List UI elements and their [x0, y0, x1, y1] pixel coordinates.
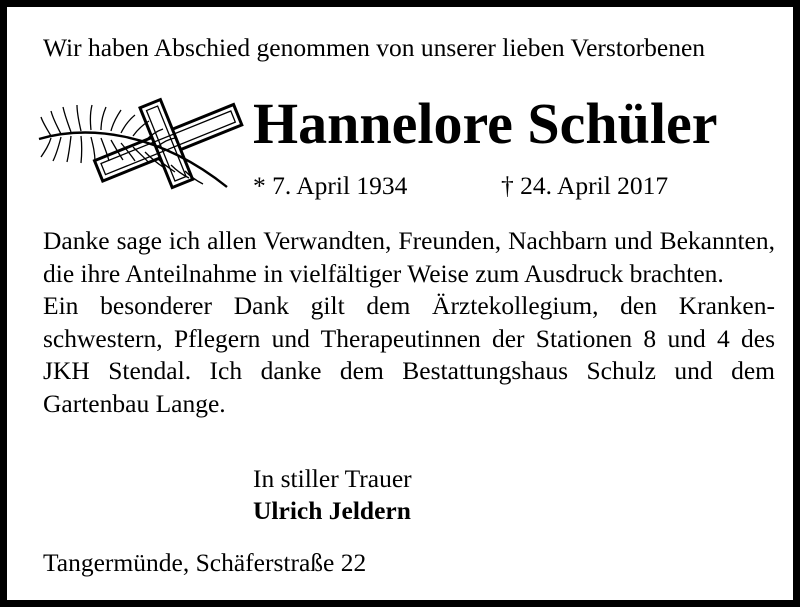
signer-name: Ulrich Jeldern	[253, 496, 411, 525]
intro-line: Wir haben Abschied genommen von unserer lieben Verstorbenen	[43, 33, 706, 62]
death-date: † 24. April 2017	[501, 171, 669, 200]
mourning-phrase: In stiller Trauer	[253, 464, 412, 493]
address: Tangermünde, Schäferstraße 22	[43, 548, 367, 577]
thanks-text	[43, 225, 775, 420]
thanks-paragraph: Danke sage ich allen Verwandten, Freunden, Nachbarn und Bekannten, die ihre Anteilnahme in vielfältiger Weise zum Ausdruck brachten.	[43, 226, 775, 288]
birth-date: * 7. April 1934	[253, 171, 408, 200]
deceased-name: Hannelore Schüler	[253, 91, 718, 156]
cross-with-palm-frond-icon	[37, 95, 247, 195]
thanks-paragraph: Ein besonderer Dank gilt dem Ärztekollegium, den Krankenschwestern, Pflegern und Therapeutinnen der Stationen 8 und 4 des JKH Stendal. Ich danke dem Bestattungshaus Schulz und dem Gartenbau Lange.	[43, 291, 775, 418]
